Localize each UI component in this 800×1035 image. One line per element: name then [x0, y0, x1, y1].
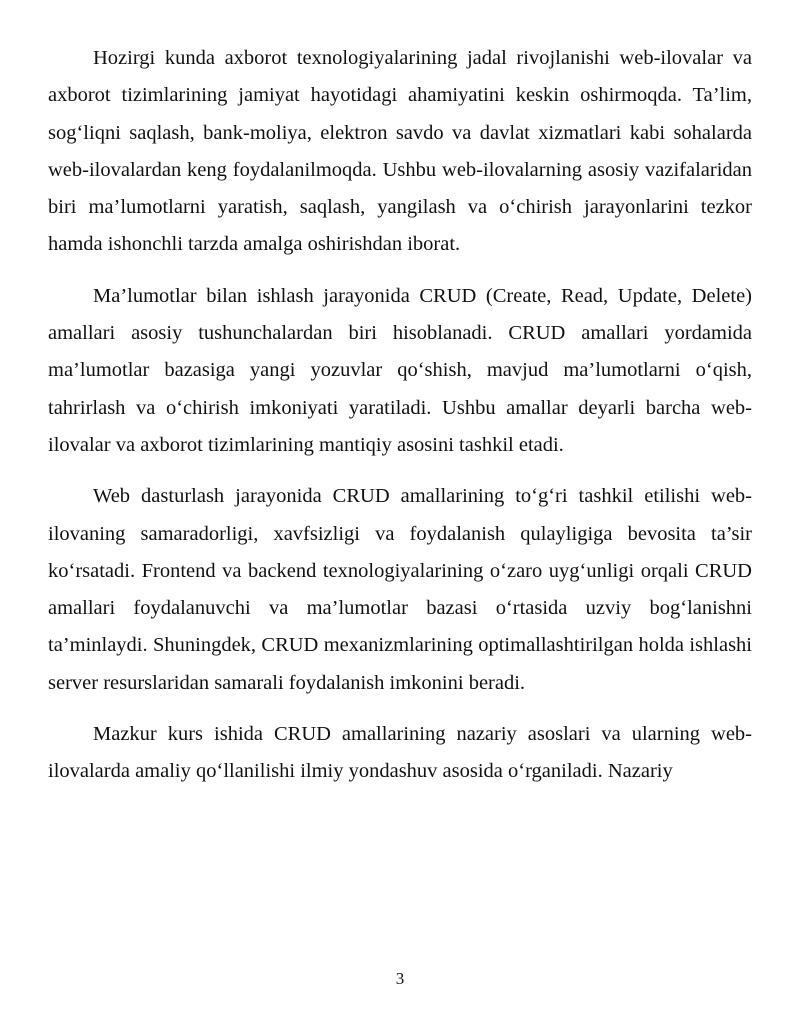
- paragraph-2: Ma’lumotlar bilan ishlash jarayonida CRUD (Create, Read, Update, Delete) amallari asosiy tushunchalardan biri hisoblanadi. CRUD amallari yordamida ma’lumotlar bazasiga yangi yozuvlar qo‘shish, mavjud ma’lumotlarni o‘qish, tahrirlash va o‘chirish imkoniyati yaratiladi. Ushbu amallar deyarli barcha web-ilovalar va axborot tizimlarining mantiqiy asosini tashkil etadi.: [48, 284, 752, 456]
- paragraph-4: Mazkur kurs ishida CRUD amallarining nazariy asoslari va ularning web-ilovalarda amaliy qo‘llanilishi ilmiy yondashuv asosida o‘rganiladi. Nazariy: [48, 723, 752, 783]
- page-number: 3: [395, 969, 405, 988]
- paragraph-1: Hozirgi kunda axborot texnologiyalarining jadal rivojlanishi web-ilovalar va axborot tizimlarining jamiyat hayotidagi ahamiyatini keskin oshirmoqda. Ta’lim, sog‘liqni saqlash, bank-moliya, elektron savdo va davlat xizmatlari kabi sohalarda web-ilovalardan keng foydalanilmoqda. Ushbu web-ilovalarning asosiy vazifalaridan biri ma’lumotlarni yaratish, saqlash, yangilash va o‘chirish jarayonlarini tezkor hamda ishonchli tarzda amalga oshirishdan iborat.: [48, 47, 752, 256]
- paragraph-3: Web dasturlash jarayonida CRUD amallarining to‘g‘ri tashkil etilishi web-ilovaning samaradorligi, xavfsizligi va foydalanish qulayligiga bevosita ta’sir ko‘rsatadi. Frontend va backend texnologiyalarining o‘zaro uyg‘unligi orqali CRUD amallari foydalanuvchi va ma’lumotlar bazasi o‘rtasida uzviy bog‘lanishni ta’minlaydi. Shuningdek, CRUD mexanizmlarining optimallashtirilgan holda ishlashi server resurslaridan samarali foydalanish imkonini beradi.: [48, 485, 752, 694]
